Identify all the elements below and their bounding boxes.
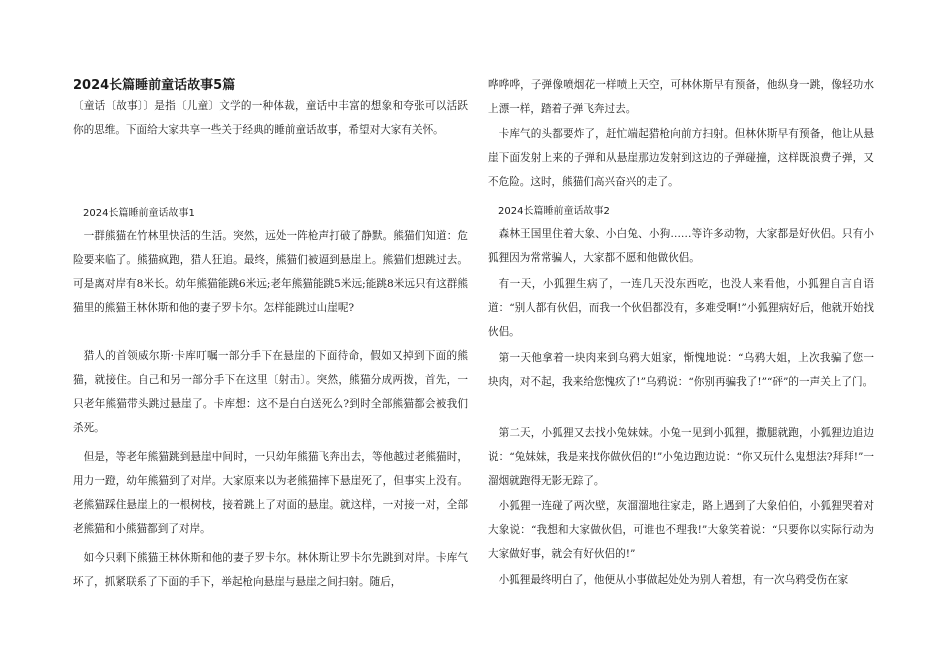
story-1-paragraph: 但是，等老年熊猫跳到悬崖中间时，一只幼年熊猫飞奔出去，等他越过老熊猫时，用力一蹬，幼年熊猫到了对岸。大家原来以为老熊猫摔下悬崖死了，但事实上没有。老熊猫踩住悬崖上的一根树枝，接着跳上了对面的悬崖。就这样，一对接一对，全部老熊猫和小熊猫都到了对岸。: [73, 451, 468, 535]
story-2-paragraph: 小狐狸最终明白了，他便从小事做起处处为别人着想，有一次乌鸦受伤在家: [498, 574, 849, 586]
story-1-continuation-paragraph: 哗哗哗，子弹像喷烟花一样喷上天空，可林休斯早有预备，他纵身一跳，像轻功水上漂一样，踏着子弹飞奔过去。: [488, 79, 874, 115]
story-1-paragraph: 猎人的首领威尔斯·卡库叮嘱一部分手下在悬崖的下面待命，假如又掉到下面的熊猫，就接住。自己和另一部分手下在这里〔射击〕。突然，熊猫分成两拨，首先，一只老年熊猫带头跳过悬崖了。卡库想：这不是白白送死么?到时全部熊猫都会被我们杀死。: [73, 350, 468, 434]
intro-paragraph: 〔童话〔故事〕〕是指〔儿童〕文学的一种体裁，童话中丰富的想象和夸张可以活跃你的思维。下面给大家共享一些关于经典的睡前童话故事，希望对大家有关怀。: [73, 100, 468, 136]
document-title: 2024长篇睡前童话故事5篇: [73, 78, 236, 93]
story-2-paragraph: 有一天，小狐狸生病了，一连几天没东西吃，也没人来看他，小狐狸自言自语道：“别人都有伙侣，而我一个伙侣都没有，多难受啊!”小狐狸病好后，他就开始找伙侣。: [488, 278, 874, 338]
story-2-heading: 2024长篇睡前童话故事2: [498, 206, 610, 217]
story-1-continuation-paragraph: 卡库气的头都要炸了，赶忙端起猎枪向前方扫射。但林休斯早有预备，他让从悬崖下面发射上来的子弹和从悬崖那边发射到这边的子弹碰撞，这样既浪费子弹，又不危险。这时，熊猫们高兴奋兴的走了。: [488, 128, 874, 188]
story-1-heading: 2024长篇睡前童话故事1: [83, 208, 195, 219]
story-2-paragraph: 第二天，小狐狸又去找小兔妹妹。小兔一见到小狐狸，撒腿就跑，小狐狸边追边说：“兔妹妹，我是来找你做伙侣的!”小兔边跑边说：“你又玩什么鬼想法?拜拜!”一溜烟就跑得无影无踪了。: [488, 427, 874, 487]
story-1-paragraph: 如今只剩下熊猫王林休斯和他的妻子罗卡尔。林休斯让罗卡尔先跳到对岸。卡库气坏了，抓紧联系了下面的手下，举起枪向悬崖与悬崖之间扫射。随后，: [73, 552, 468, 588]
story-2-paragraph: 第一天他拿着一块肉来到乌鸦大姐家，惭愧地说：“乌鸦大姐，上次我骗了您一块肉，对不起，我来给您愧疚了!”乌鸦说：“你别再骗我了!”“砰”的一声关上了门。: [488, 352, 874, 388]
story-2-paragraph: 小狐狸一连碰了两次壁，灰溜溜地往家走，路上遇到了大象伯伯，小狐狸哭着对大象说：“我想和大家做伙侣，可谁也不理我!”大象笑着说：“只要你以实际行动为大家做好事，就会有好伙侣的!”: [488, 500, 874, 560]
story-1-paragraph: 一群熊猫在竹林里快活的生活。突然，远处一阵枪声打破了静默。熊猫们知道：危险要来临了。熊猫疯跑，猎人狂追。最终，熊猫们被逼到悬崖上。熊猫们想跳过去。可是离对岸有8米长。幼年熊猫能跳6米远;老年熊猫能跳5米远;能跳8米远只有这群熊猫里的熊猫王林休斯和他的妻子罗卡尔。怎样能跳过山崖呢?: [73, 230, 468, 314]
story-2-paragraph: 森林王国里住着大象、小白兔、小狗……等许多动物，大家都是好伙侣。只有小狐狸因为常常骗人，大家都不愿和他做伙侣。: [488, 228, 874, 264]
